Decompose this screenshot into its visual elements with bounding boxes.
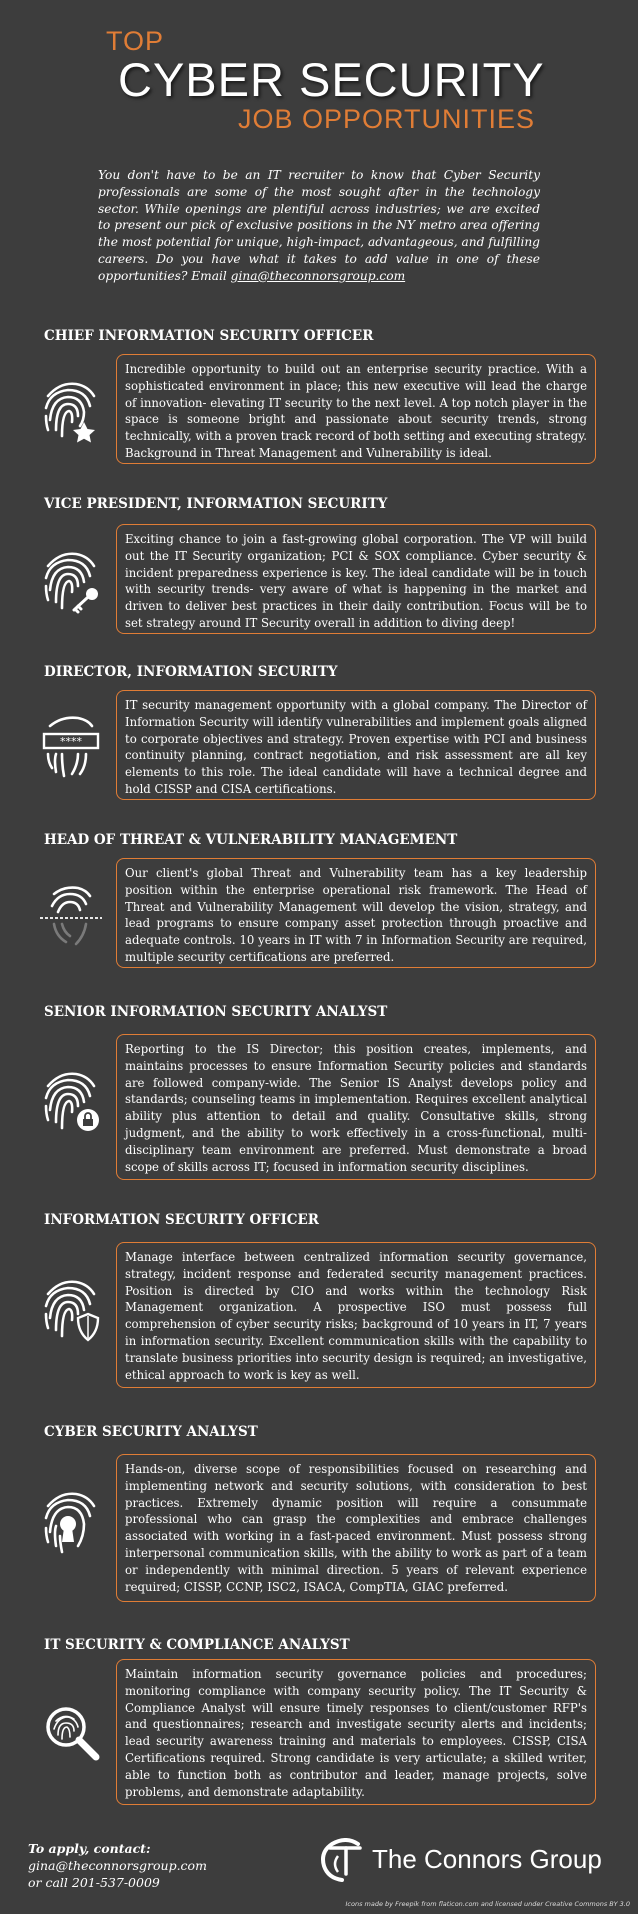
job-description-box <box>116 354 596 464</box>
job-section <box>0 496 638 636</box>
job-section <box>0 1212 638 1390</box>
job-description: Manage interface between centralized information security governance, strategy, incident response and federated security management practices. Position is directed by CIO and works within the technology Risk Management organization. A prospective ISO must possess full comprehension of cyber security risks; background of 10 years in IT, 7 years in information security. Excellent communication skills with the capability to translate business priorities into security design is required; an investigative, ethical approach to work is key as well. <box>125 1250 587 1382</box>
connors-logo-icon <box>316 1838 366 1882</box>
job-section <box>0 832 638 972</box>
header-top: TOP <box>106 26 165 56</box>
job-description: Exciting chance to join a fast-growing global corporation. The VP will build out the IT Security organization; PCI & SOX compliance. Cyber security & incident preparedness experience is key. The ideal candidate will be in touch with security trends- very aware of what is happening in the market and driven to deliver best practices in their daily contribution. Focus will be to set strategy around IT Security overall in addition to diving deep! <box>125 532 587 630</box>
header-main-title: CYBER SECURITY <box>118 53 545 106</box>
job-title: INFORMATION SECURITY OFFICER <box>44 1212 320 1228</box>
fingerprint-key-icon <box>40 544 102 618</box>
intro-text: You don't have to be an IT recruiter to know that Cyber Security professionals are some of the most sought after in the technology sector. While openings are plentiful across industries; we are excited to present our pick of exclusive positions in the NY metro area offering the most potential for unique, high-impact, advantageous, and fulfilling careers. Do you have what it takes to add value in one of these opportunities? Email <box>98 168 540 283</box>
fingerprint-star-icon <box>40 374 102 448</box>
job-description-box <box>116 524 596 634</box>
job-section <box>0 664 638 804</box>
job-description: Our client's global Threat and Vulnerability team has a key leadership position within the enterprise operational risk framework. The Head of Threat and Vulnerability Management will develop the vision, strategy, and lead programs to ensure company asset protection through proactive and adequate controls. 10 years in IT with 7 in Information Security are required, multiple security certifications are preferred. <box>125 866 587 964</box>
icon-credit: Icons made by Freepik from flaticon.com and licensed under Creative Commons BY 3.0 <box>345 1900 630 1908</box>
header <box>0 0 638 160</box>
job-section <box>0 328 638 468</box>
job-section <box>0 1004 638 1182</box>
job-title: DIRECTOR, INFORMATION SECURITY <box>44 664 338 680</box>
fingerprint-scan-icon <box>40 878 102 952</box>
company-logo <box>312 1838 612 1882</box>
job-title: IT SECURITY & COMPLIANCE ANALYST <box>44 1637 350 1653</box>
job-description-box <box>116 1242 596 1388</box>
fingerprint-shield-icon <box>40 1272 102 1346</box>
footer-contact <box>28 1840 207 1891</box>
job-description-box <box>116 858 596 968</box>
job-title: SENIOR INFORMATION SECURITY ANALYST <box>44 1004 388 1020</box>
job-title: VICE PRESIDENT, INFORMATION SECURITY <box>44 496 388 512</box>
svg-text:****: **** <box>60 735 82 748</box>
fingerprint-magnifier-icon <box>40 1697 102 1771</box>
footer-phone[interactable]: or call 201-537-0009 <box>28 1875 160 1890</box>
job-description: Maintain information security governance policies and procedures; monitoring compliance with company security policy. The IT Security & Compliance Analyst will ensure timely responses to client/customer RFP's and questionnaires; research and investigate security alerts and incidents; lead security awareness training and materials to employees. CISSP, CISA Certifications required. Strong candidate is very articulate; a skilled writer, able to function both as contributor and leader, manage projects, solve problems, and demonstrate adaptability. <box>125 1667 587 1799</box>
job-description: Incredible opportunity to build out an enterprise security practice. With a sophisticated environment in place; this new executive will lead the charge of innovation- elevating IT security to the next level. A top notch player in the space is someone bright and passionate about security trends, strong technically, with a proven track record of both setting and executing strategy. Background in Threat Management and Vulnerability is ideal. <box>125 362 587 460</box>
intro-paragraph <box>98 167 540 285</box>
job-description: Hands-on, diverse scope of responsibilities focused on researching and implementing network and security solutions, with consideration to best practices. Extremely dynamic position will require a consummate professional who can grasp the complexities and embrace challenges associated with working in a fast-paced environment. Must possess strong interpersonal communication skills, with the ability to work as part of a team or independently with minimal direction. 5 years of relevant experience required; CISSP, CCNP, ISC2, ISACA, CompTIA, GIAC preferred. <box>125 1462 587 1594</box>
job-section <box>0 1424 638 1604</box>
job-description-box <box>116 1659 596 1805</box>
fingerprint-password-icon <box>40 710 102 784</box>
job-title: CHIEF INFORMATION SECURITY OFFICER <box>44 328 374 344</box>
job-description-box <box>116 1454 596 1602</box>
company-name: The Connors Group <box>372 1844 602 1874</box>
apply-label: To apply, contact: <box>28 1841 151 1856</box>
fingerprint-lock-icon <box>40 1064 102 1138</box>
job-description-box <box>116 1034 596 1180</box>
job-description: IT security management opportunity with a global company. The Director of Information Security will identify vulnerabilities and implement goals aligned to corporate objectives and strategy. Proven expertise with PCI and business continuity planning, contract negotiation, and risk assessment are all key elements to this role. The ideal candidate will have a technical degree and hold CISSP and CISA certifications. <box>125 698 587 796</box>
job-title: CYBER SECURITY ANALYST <box>44 1424 258 1440</box>
footer-email[interactable]: gina@theconnorsgroup.com <box>28 1858 207 1873</box>
job-description: Reporting to the IS Director; this position creates, implements, and maintains processes to ensure Information Security policies and standards are followed company-wide. The Senior IS Analyst develops policy and standards; counseling teams in implementation. Requires excellent analytical ability plus attention to detail and quality. Consultative skills, strong judgment, and the ability to work effectively in a cross-functional, multi-disciplinary team environment are preferred. Must demonstrate a broad scope of skills across IT; focused in information security disciplines. <box>125 1042 587 1174</box>
header-subtitle: JOB OPPORTUNITIES <box>238 104 536 134</box>
fingerprint-keyhole-icon <box>40 1486 102 1560</box>
job-section <box>0 1637 638 1817</box>
intro-email-link[interactable]: gina@theconnorsgroup.com <box>230 268 406 283</box>
job-title: HEAD OF THREAT & VULNERABILITY MANAGEMENT <box>44 832 458 848</box>
job-description-box <box>116 690 596 800</box>
